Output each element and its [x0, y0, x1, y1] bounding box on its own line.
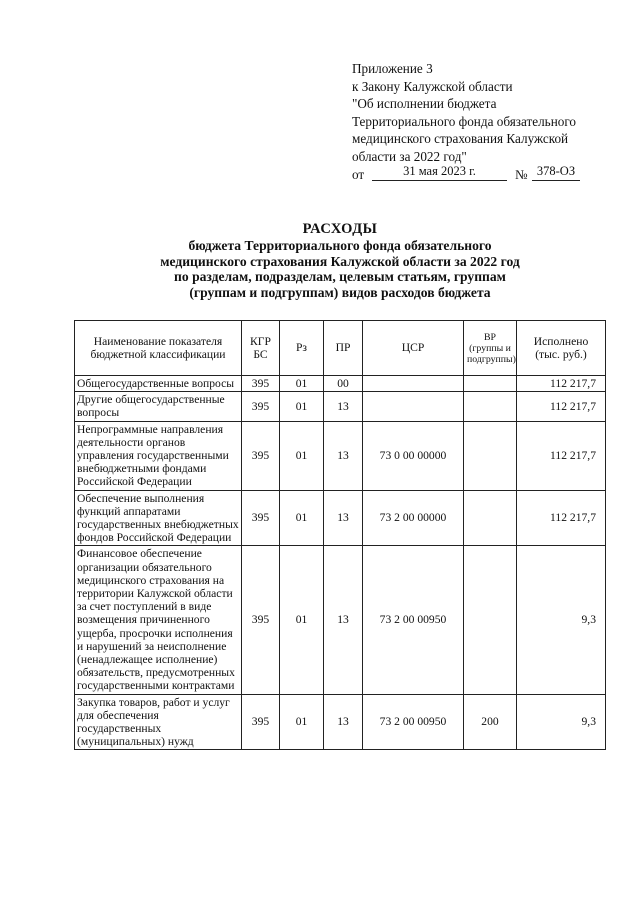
table-row [75, 421, 606, 490]
appendix-line: области за 2022 год" [352, 148, 467, 164]
table-row [75, 392, 606, 421]
row-csr: 73 2 00 00950 [363, 546, 464, 694]
header-name: Наименование показателя бюджетной классификации [75, 321, 242, 376]
row-executed: 9,3 [517, 546, 606, 694]
row-name: Финансовое обеспечение организации обязательного медицинского страхования на территории Калужской области за счет поступлений в виде возмещения причиненного ущерба, просрочки исполнения и нарушений за неисполнение (ненадлежащее исполнение) обязательств, предусмотренных государственными контрактами [75, 546, 242, 694]
row-rz: 01 [280, 392, 324, 421]
table-row [75, 376, 606, 392]
row-name: Другие общегосударственные вопросы [75, 392, 242, 421]
row-csr: 73 0 00 00000 [363, 421, 464, 490]
title-line: (группам и подгруппам) видов расходов бюджета [189, 285, 491, 301]
row-csr: 73 2 00 00950 [363, 694, 464, 750]
row-csr [363, 392, 464, 421]
row-pr: 13 [324, 392, 363, 421]
row-vr [464, 376, 517, 392]
row-vr: 200 [464, 694, 517, 750]
header-csr: ЦСР [363, 321, 464, 376]
row-pr: 13 [324, 490, 363, 546]
row-name: Непрограммные направления деятельности органов управления государственными внебюджетными фондами Российской Федерации [75, 421, 242, 490]
number-prefix: № [515, 166, 528, 182]
row-executed: 112 217,7 [517, 490, 606, 546]
row-kgrbs: 395 [242, 392, 280, 421]
appendix-header [352, 60, 612, 186]
title-main: РАСХОДЫ [302, 221, 378, 237]
row-rz: 01 [280, 376, 324, 392]
row-pr: 00 [324, 376, 363, 392]
row-csr: 73 2 00 00000 [363, 490, 464, 546]
header-vr: ВР (группы и подгруппы) [464, 321, 517, 376]
row-kgrbs: 395 [242, 376, 280, 392]
row-kgrbs: 395 [242, 421, 280, 490]
table-row [75, 694, 606, 750]
row-executed: 112 217,7 [517, 392, 606, 421]
row-rz: 01 [280, 421, 324, 490]
row-rz: 01 [280, 694, 324, 750]
row-rz: 01 [280, 490, 324, 546]
row-rz: 01 [280, 546, 324, 694]
date-prefix: от [352, 166, 365, 182]
title-line: медицинского страхования Калужской области за 2022 год [160, 253, 520, 269]
row-name: Обеспечение выполнения функций аппаратами государственных внебюджетных фондов Российской Федерации [75, 490, 242, 546]
appendix-line: к Закону Калужской области [352, 78, 513, 94]
row-name: Общегосударственные вопросы [75, 376, 242, 392]
row-vr [464, 490, 517, 546]
row-kgrbs: 395 [242, 694, 280, 750]
appendix-line: Приложение 3 [352, 61, 433, 76]
row-csr [363, 376, 464, 392]
header-kgrbs: КГР БС [242, 321, 280, 376]
header-pr: ПР [324, 321, 363, 376]
row-pr: 13 [324, 546, 363, 694]
law-date: 31 мая 2023 г. [372, 163, 507, 181]
row-executed: 112 217,7 [517, 421, 606, 490]
row-kgrbs: 395 [242, 490, 280, 546]
row-vr [464, 546, 517, 694]
row-pr: 13 [324, 421, 363, 490]
expenses-table [74, 320, 606, 750]
document-title [120, 222, 560, 301]
appendix-line: медицинского страхования Калужской [352, 131, 569, 147]
row-vr [464, 392, 517, 421]
law-number: 378-ОЗ [532, 163, 580, 181]
title-line: по разделам, подразделам, целевым статьям, группам [174, 269, 506, 285]
row-kgrbs: 395 [242, 546, 280, 694]
law-date-number [352, 163, 612, 186]
table-row [75, 490, 606, 546]
header-executed: Исполнено (тыс. руб.) [517, 321, 606, 376]
table-header-row [75, 321, 606, 376]
appendix-line: "Об исполнении бюджета [352, 96, 497, 112]
row-name: Закупка товаров, работ и услуг для обеспечения государственных (муниципальных) нужд [75, 694, 242, 750]
row-executed: 112 217,7 [517, 376, 606, 392]
row-pr: 13 [324, 694, 363, 750]
table-row [75, 546, 606, 694]
row-vr [464, 421, 517, 490]
title-line: бюджета Территориального фонда обязательного [188, 237, 492, 253]
header-rz: Рз [280, 321, 324, 376]
row-executed: 9,3 [517, 694, 606, 750]
appendix-line: Территориального фонда обязательного [352, 113, 577, 129]
